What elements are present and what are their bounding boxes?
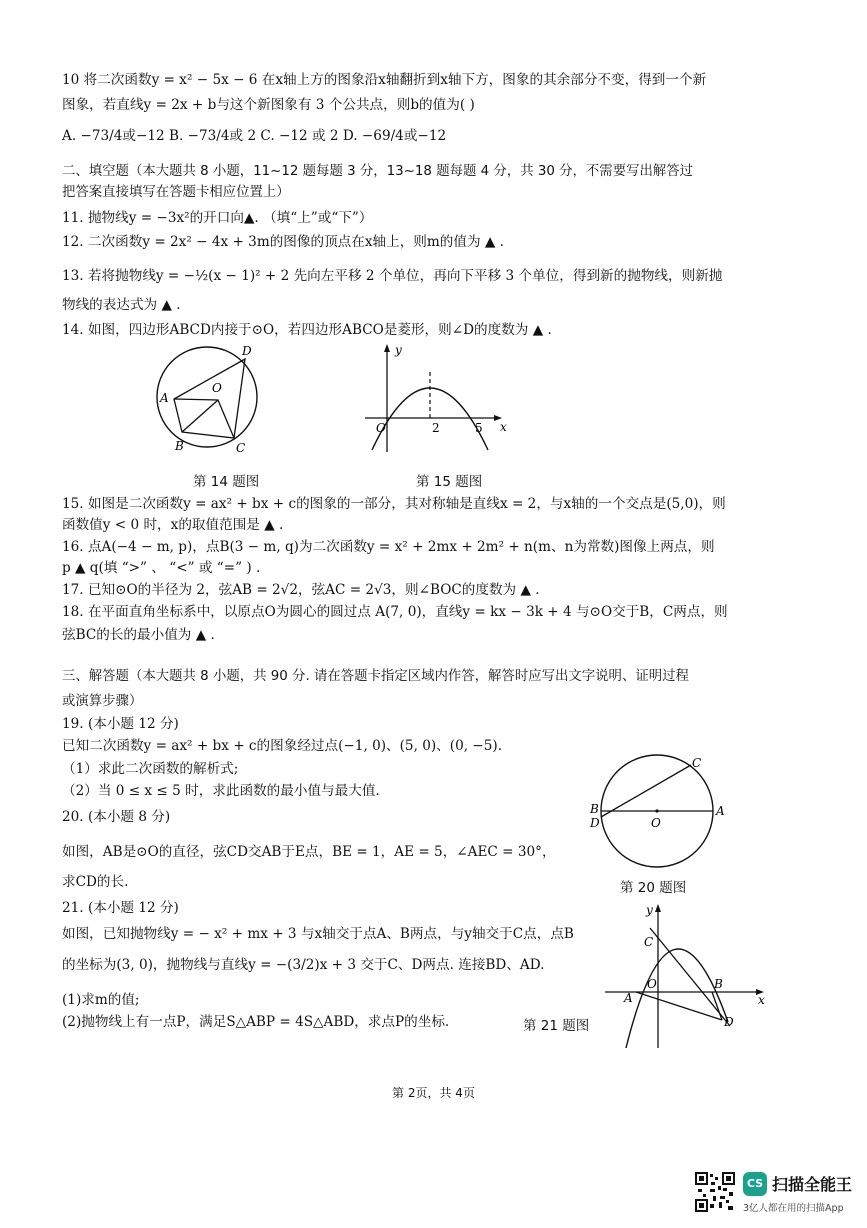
q21-part-1: (1)求m的值; <box>62 992 140 1008</box>
q21-statement: 如图，已知抛物线y = − x² + mx + 3 与x轴交于点A、B两点，与y轴交于C点，点B <box>62 926 574 942</box>
fig21-label-o: O <box>647 977 657 991</box>
q12: 12. 二次函数y = 2x² − 4x + 3m的图像的顶点在x轴上，则m的值为 ▲ . <box>62 234 504 250</box>
scanner-app-name: 扫描全能王 <box>772 1175 853 1194</box>
fig20-chord-cd <box>601 765 691 817</box>
qr-code-icon <box>695 1172 735 1212</box>
q13-line-1: 13. 若将抛物线y = −½(x − 1)² + 2 先向左平移 2 个单位，再向下平移 3 个单位，得到新的抛物线，则新抛 <box>62 268 723 284</box>
figure-21 <box>600 898 770 1053</box>
fig15-label-x: x <box>500 420 507 434</box>
fig20-label-d: D <box>590 816 600 830</box>
section-2-heading-cont: 把答案直接填写在答题卡相应位置上） <box>62 185 290 200</box>
q19-part-2: （2）当 0 ≤ x ≤ 5 时，求此函数的最小值与最大值. <box>62 783 380 799</box>
fig14-circle <box>157 347 257 447</box>
q16-line-1: 16. 点A(−4 − m, p)，点B(3 − m, q)为二次函数y = x² + 2mx + 2m² + n(m、n为常数)图像上两点，则 <box>62 539 715 555</box>
fig21-label-a: A <box>624 991 633 1005</box>
fig14-label-o: O <box>212 381 222 395</box>
q20-question: 求CD的长. <box>62 874 129 890</box>
fig14-label-c: C <box>236 441 246 455</box>
q21-statement-cont: 的坐标为(3, 0)，抛物线与直线y = −(3/2)x + 3 交于C、D两点. 连接BD、AD. <box>62 957 545 973</box>
figure-20 <box>585 745 730 875</box>
q21-heading: 21. (本小题 12 分) <box>62 900 179 916</box>
fig15-parabola <box>372 388 488 450</box>
fig20-label-a: A <box>716 804 725 818</box>
caption-fig21: 第 21 题图 <box>523 1018 590 1034</box>
section-2-heading: 二、填空题（本大题共 8 小题，11~12 题每题 3 分，13~18 题每题 4 分，共 30 分，不需要写出解答过 <box>62 164 694 179</box>
fig21-y-arrow <box>655 904 661 912</box>
q10-line-2: 图象，若直线y = 2x + b与这个新图象有 3 个公共点，则b的值为( ) <box>62 97 475 113</box>
fig20-center-dot <box>655 809 658 812</box>
fig21-label-b: B <box>714 977 723 991</box>
figure-15 <box>360 340 510 460</box>
q19-heading: 19. (本小题 12 分) <box>62 716 179 732</box>
fig15-label-y: y <box>395 343 402 357</box>
fig14-label-b: B <box>175 439 184 453</box>
q18-line-2: 弦BC的长的最小值为 ▲ . <box>62 627 215 643</box>
q15-line-2: 函数值y < 0 时，x的取值范围是 ▲ . <box>62 517 284 533</box>
fig15-tick-5: 5 <box>475 421 483 435</box>
fig21-label-y: y <box>646 903 653 917</box>
fig15-tick-2: 2 <box>432 421 440 435</box>
fig15-y-arrow <box>384 344 390 352</box>
q10-options: A. −73/4或−12 B. −73/4或 2 C. −12 或 2 D. −69/4或−12 <box>62 128 447 144</box>
q10-line-1: 10 将二次函数y = x² − 5x − 6 在x轴上方的图象沿x轴翻折到x轴下方，图象的其余部分不变，得到一个新 <box>62 72 707 88</box>
q19-part-1: （1）求此二次函数的解析式; <box>62 761 239 777</box>
fig21-segment-ad <box>636 992 722 1020</box>
q16-line-2: p ▲ q(填 “>” 、 “<” 或 “=” ) . <box>62 560 261 576</box>
q11: 11. 抛物线y = −3x²的开口向▲. （填“上”或“下”） <box>62 210 373 226</box>
q19-statement: 已知二次函数y = ax² + bx + c的图象经过点(−1, 0)、(5, 0)、(0, −5). <box>62 738 503 754</box>
q13-line-2: 物线的表达式为 ▲ . <box>62 297 181 313</box>
caption-fig14: 第 14 题图 <box>193 474 260 490</box>
scanner-logo-icon: CS <box>743 1172 767 1196</box>
q17: 17. 已知⊙O的半径为 2，弦AB = 2√2，弦AC = 2√3，则∠BOC的度数为 ▲ . <box>62 582 540 598</box>
q18-line-1: 18. 在平面直角坐标系中，以原点O为圆心的圆过点 A(7, 0)，直线y = kx − 3k + 4 与⊙O交于B，C两点，则 <box>62 604 728 620</box>
q15-line-1: 15. 如图是二次函数y = ax² + bx + c的图象的一部分，其对称轴是直线x = 2，与x轴的一个交点是(5,0)，则 <box>62 496 726 512</box>
q20-statement: 如图，AB是⊙O的直径，弦CD交AB于E点，BE = 1，AE = 5，∠AEC = 30°， <box>62 844 556 860</box>
fig14-diagonal <box>182 400 218 432</box>
caption-fig20: 第 20 题图 <box>620 880 687 896</box>
section-3-heading-cont: 或演算步骤） <box>62 694 143 709</box>
fig14-label-a: A <box>160 391 169 405</box>
fig20-label-o: O <box>651 816 661 830</box>
section-3-heading: 三、解答题（本大题共 8 小题，共 90 分. 请在答题卡指定区域内作答，解答时应写出文字说明、证明过程 <box>62 669 689 684</box>
fig14-quadrilateral-abcd <box>174 359 245 438</box>
q20-heading: 20. (本小题 8 分) <box>62 809 171 825</box>
fig21-label-d: D <box>724 1015 734 1029</box>
figure-14 <box>150 340 270 460</box>
scanner-tagline: 3亿人都在用的扫描App <box>743 1203 844 1214</box>
fig21-parabola <box>626 949 728 1048</box>
q21-part-2: (2)抛物线上有一点P，满足S△ABP = 4S△ABD，求点P的坐标. <box>62 1014 450 1030</box>
q14: 14. 如图，四边形ABCD内接于⊙O，若四边形ABCO是菱形，则∠D的度数为 ▲ . <box>62 322 552 338</box>
fig21-label-x: x <box>758 993 765 1007</box>
fig20-label-c: C <box>692 756 702 770</box>
fig14-label-d: D <box>242 344 252 358</box>
fig15-label-o: O <box>376 421 386 435</box>
caption-fig15: 第 15 题图 <box>416 474 483 490</box>
page-footer: 第 2页，共 4页 <box>392 1086 475 1100</box>
fig21-label-c: C <box>644 935 654 949</box>
fig20-label-b: B <box>590 802 599 816</box>
